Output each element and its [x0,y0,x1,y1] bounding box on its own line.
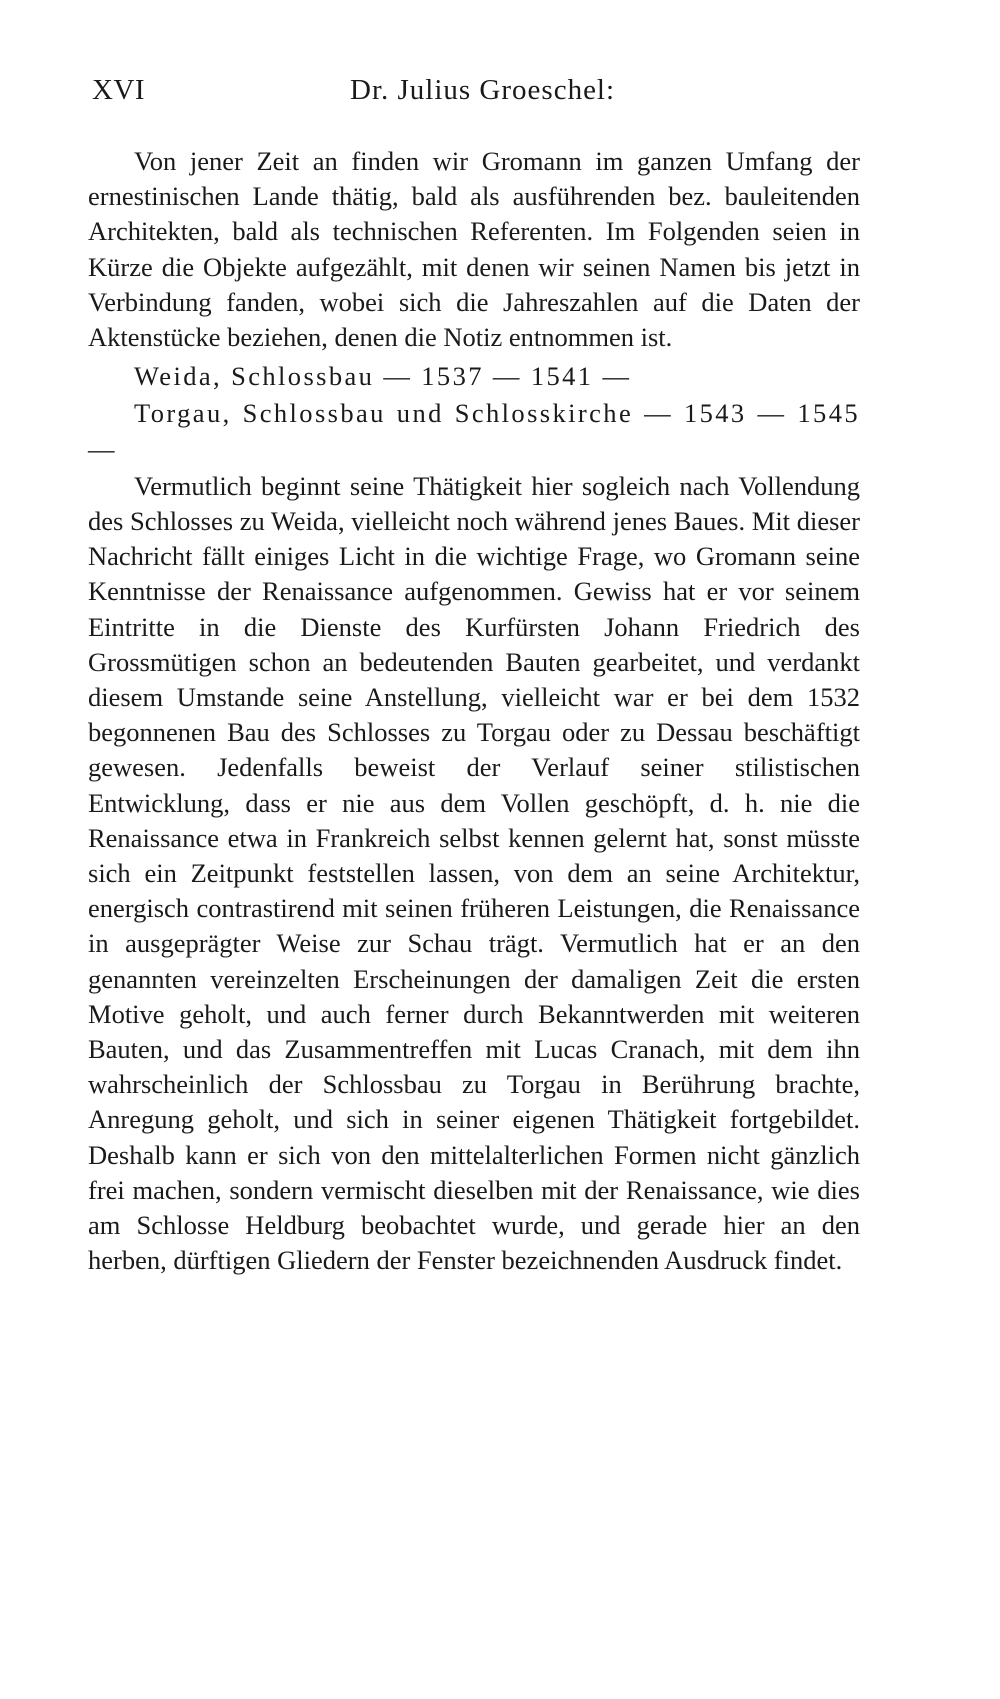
body-text [88,144,860,1279]
page-header [88,74,860,118]
paragraph-intro: Von jener Zeit an finden wir Gromann im ganzen Umfang der ernestinischen Lande thätig, bald als ausführenden bez. bauleitenden Architekten, bald als technischen Referenten. Im Folgenden seien in Kürze die Objekte aufgezählt, mit denen wir seinen Namen bis jetzt in Verbindung fanden, wobei sich die Jahreszahlen auf die Daten der Aktenstücke beziehen, denen die Notiz entnommen ist. [88,146,860,353]
entry-weida: Weida, Schlossbau — 1537 — 1541 — [134,361,632,392]
page-number: XVI [92,74,146,106]
running-head: Dr. Julius Groeschel: [350,74,616,106]
paragraph-discussion: Vermutlich beginnt seine Thätigkeit hier sogleich nach Vollendung des Schlosses zu Weida, vielleicht noch während jenes Baues. Mit dieser Nachricht fällt einiges Licht in die wichtige Frage, wo Gromann seine Kenntnisse der Renaissance aufgenommen. Gewiss hat er vor seinem Eintritte in die Dienste des Kurfürsten Johann Friedrich des Grossmütigen schon an bedeutenden Bauten gearbeitet, und verdankt diesem Umstande seine Anstellung, vielleicht war er bei dem 1532 begonnenen Bau des Schlosses zu Torgau oder zu Dessau beschäftigt gewesen. Jedenfalls beweist der Verlauf seiner stilistischen Entwicklung, dass er nie aus dem Vollen geschöpft, d. h. nie die Renaissance etwa in Frankreich selbst kennen gelernt hat, sonst müsste sich ein Zeitpunkt feststellen lassen, von dem an seine Architektur, energisch contrastirend mit seinen früheren Leistungen, die Renaissance in ausgeprägter Weise zur Schau trägt. Vermutlich hat er an den genannten vereinzelten Erscheinungen der damaligen Zeit die ersten Motive geholt, und auch ferner durch Bekanntwerden mit weiteren Bauten, und das Zusammentreffen mit Lucas Cranach, mit dem ihn wahrscheinlich der Schlossbau zu Torgau in Berührung brachte, Anregung geholt, und sich in seiner eigenen Thätigkeit fortgebildet. Deshalb kann er sich von den mittelalterlichen Formen nicht gänzlich frei machen, sondern vermischt dieselben mit der Renaissance, wie dies am Schlosse Heldburg beobachtet wurde, und gerade hier an den herben, dürftigen Gliedern der Fenster bezeichnenden Ausdruck findet. [88,470,860,1276]
entry-torgau: Torgau, Schlossbau und Schlosskirche — 1543 — 1545 — [88,398,860,464]
book-page [88,74,860,1279]
